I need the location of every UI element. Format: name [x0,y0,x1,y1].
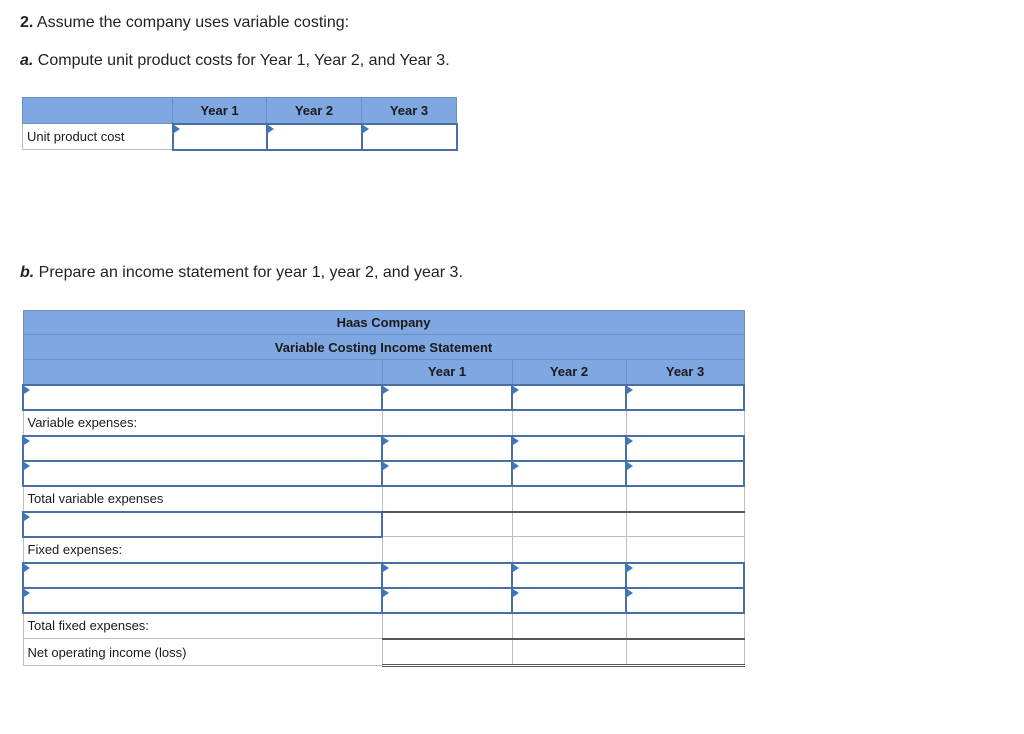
unit-cost-header-blank [23,98,173,124]
row-9-label-input[interactable] [23,588,382,613]
total-fixed-year3-cell [626,613,744,639]
unit-cost-col-year1: Year 1 [173,98,267,124]
row-2-year2-cell [512,410,626,436]
total-fixed-year2-cell [512,613,626,639]
part-b-text: Prepare an income statement for year 1, year 2, and year 3. [38,264,463,281]
row-8-year2-input[interactable] [512,563,626,588]
row-4-label-input[interactable] [23,461,382,486]
row-6-year3-cell [626,512,744,537]
row-9-year3-input[interactable] [626,588,744,613]
part-a-instruction [20,52,450,70]
unit-cost-input-year2[interactable] [267,124,362,150]
total-fixed-expenses-label: Total fixed expenses: [23,613,382,639]
row-9-year1-input[interactable] [382,588,512,613]
statement-col-year1: Year 1 [382,360,512,385]
row-2-year3-cell [626,410,744,436]
statement-header-blank [23,360,382,385]
row-4-year2-input[interactable] [512,461,626,486]
row-6-year1-cell [382,512,512,537]
row-2-year1-cell [382,410,512,436]
total-fixed-year1-cell [382,613,512,639]
fixed-expenses-label: Fixed expenses: [23,537,382,563]
row-1-year1-input[interactable] [382,385,512,410]
net-operating-income-year1-cell [382,639,512,666]
row-3-year1-input[interactable] [382,436,512,461]
row-3-label-input[interactable] [23,436,382,461]
unit-cost-col-year3: Year 3 [362,98,457,124]
part-a-text: Compute unit product costs for Year 1, Year 2, and Year 3. [37,52,450,69]
row-6-label-input[interactable] [23,512,382,537]
row-3-year3-input[interactable] [626,436,744,461]
variable-expenses-label: Variable expenses: [23,410,382,436]
row-9-year2-input[interactable] [512,588,626,613]
statement-col-year3: Year 3 [626,360,744,385]
row-8-year1-input[interactable] [382,563,512,588]
unit-cost-input-year1[interactable] [173,124,267,150]
row-7-year2-cell [512,537,626,563]
row-8-label-input[interactable] [23,563,382,588]
question-2-heading [20,14,349,32]
question-number: 2. [20,14,34,31]
row-3-year2-input[interactable] [512,436,626,461]
unit-cost-table [22,97,458,151]
total-variable-year1-cell [382,486,512,512]
row-7-year1-cell [382,537,512,563]
net-operating-income-year2-cell [512,639,626,666]
total-variable-year3-cell [626,486,744,512]
row-6-year2-cell [512,512,626,537]
part-b-letter: b. [20,264,35,281]
unit-product-cost-label: Unit product cost [23,124,173,150]
unit-cost-col-year2: Year 2 [267,98,362,124]
income-statement-table [22,310,745,667]
statement-col-year2: Year 2 [512,360,626,385]
row-1-label-input[interactable] [23,385,382,410]
net-operating-income-year3-cell [626,639,744,666]
part-b-instruction [20,264,463,282]
total-variable-year2-cell [512,486,626,512]
net-operating-income-label: Net operating income (loss) [23,639,382,666]
total-variable-expenses-label: Total variable expenses [23,486,382,512]
part-a-letter: a. [20,52,34,69]
statement-title: Variable Costing Income Statement [23,335,744,360]
row-8-year3-input[interactable] [626,563,744,588]
company-name: Haas Company [23,311,744,335]
row-4-year3-input[interactable] [626,461,744,486]
unit-cost-input-year3[interactable] [362,124,457,150]
row-1-year2-input[interactable] [512,385,626,410]
row-7-year3-cell [626,537,744,563]
question-text: Assume the company uses variable costing: [36,14,350,31]
row-1-year3-input[interactable] [626,385,744,410]
row-4-year1-input[interactable] [382,461,512,486]
